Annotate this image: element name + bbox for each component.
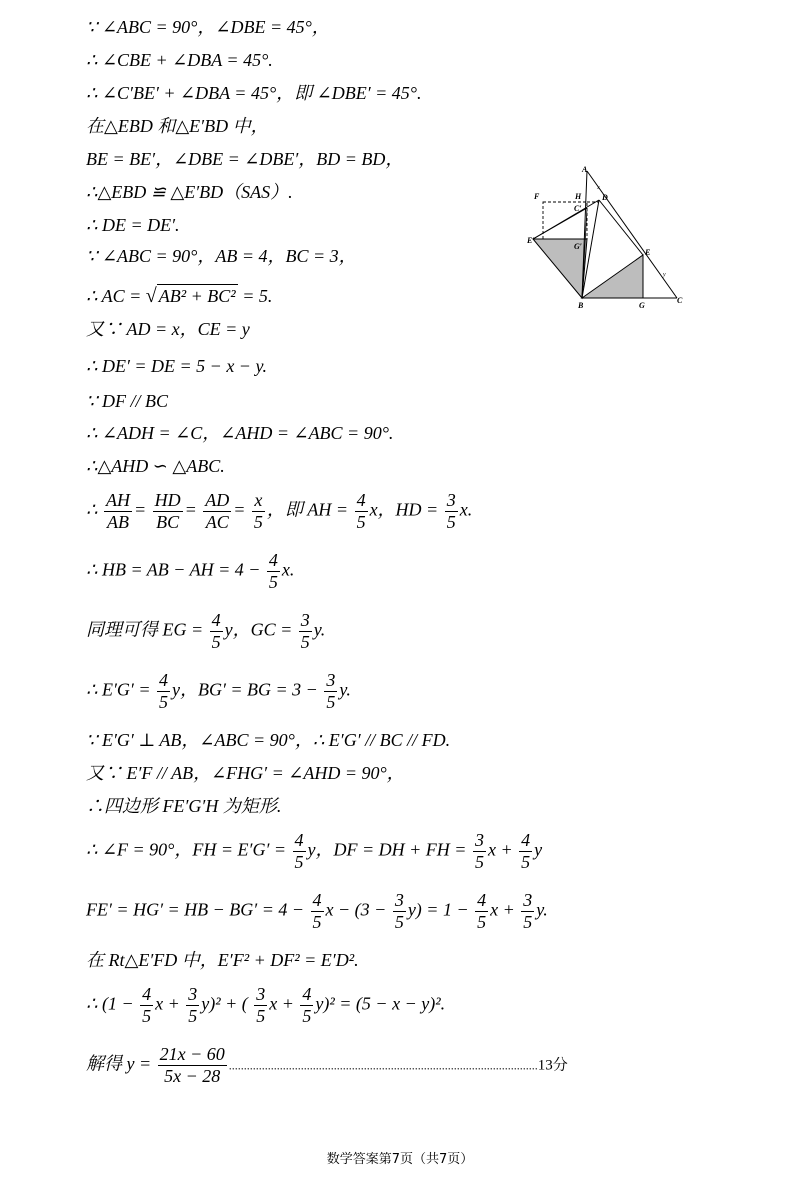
ac-prefix: ∴ AC =: [86, 286, 146, 306]
frac-ad-ac: $\frac{AD}{AC}$: [205, 490, 230, 532]
frac-eq1: $\frac{4}{5}$: [142, 984, 152, 1026]
label-ep: E′: [527, 236, 535, 245]
egp-line: ∴ E′G′ = $\frac{4}{5}$ y，BG′ = BG = 3 − $\frac{3}{5}$ y.: [86, 670, 351, 712]
proof-line-11: ∴ DE′ = DE = 5 − x − y.: [86, 356, 267, 376]
label-h: H: [575, 192, 582, 201]
frac-x-5: $\frac{x}{5}$: [253, 490, 263, 532]
frac-ah-ab: $\frac{AH}{AB}$: [105, 490, 130, 532]
segment-dep: [533, 200, 599, 239]
proof-line-14: ∴△AHD ∽ △ABC.: [86, 456, 225, 476]
frac-egp: $\frac{4}{5}$: [158, 670, 168, 712]
frac-fe3: $\frac{4}{5}$: [477, 890, 487, 932]
proof-line-12: ∵ DF // BC: [86, 391, 168, 411]
label-b: B: [578, 301, 584, 310]
frac-gc: $\frac{3}{5}$: [300, 610, 310, 652]
proof-line-3: ∴ ∠C′BE′ + ∠DBA = 45°，即 ∠DBE′ = 45°.: [86, 83, 422, 103]
frac-ah: $\frac{4}{5}$: [356, 490, 366, 532]
geometry-figure: [527, 163, 697, 311]
par-line: 又∵ E′F // AB，∠FHG′ = ∠AHD = 90°，: [86, 763, 405, 783]
frac-fh: $\frac{4}{5}$: [294, 830, 304, 872]
perp-line: ∵ E′G′ ⊥ AB，∠ABC = 90°，∴ E′G′ // BC // FD.: [86, 730, 451, 750]
ac-line: ∴ AC = √ AB² + BC² = 5.: [86, 285, 273, 307]
label-f: F: [534, 192, 540, 201]
label-c: C: [677, 296, 683, 305]
triangle-beg-shaded: [582, 255, 643, 298]
label-cp: C′: [574, 204, 582, 213]
frac-fe2: $\frac{3}{5}$: [394, 890, 404, 932]
hb-line: ∴ HB = AB − AH = 4 − $\frac{4}{5}$ x.: [86, 550, 295, 592]
rt-line: 在 Rt△E′FD 中，E′F² + DF² = E′D².: [86, 950, 359, 970]
solution-line: 解得 y = $\frac{21x - 60}{5x - 28}$ .......................................................................................................13分: [86, 1044, 568, 1086]
frac-hb: $\frac{4}{5}$: [268, 550, 278, 592]
frac-eq2: $\frac{3}{5}$: [188, 984, 198, 1026]
proof-line-2: ∴ ∠CBE + ∠DBA = 45°.: [86, 50, 273, 70]
label-a: A: [582, 165, 588, 174]
ratio-line: ∴ $\frac{AH}{AB}$ = $\frac{HD}{BC}$ = $\frac{AD}{AC}$ = $\frac{x}{5}$ ，即 AH = $\frac{4}{5}$ x，HD = $\frac{3}{5}$ x.: [86, 490, 473, 532]
proof-line-5: BE = BE′，∠DBE = ∠DBE′，BD = BD，: [86, 149, 404, 169]
fh-line: ∴ ∠F = 90°，FH = E′G′ = $\frac{4}{5}$ y，DF = DH + FH = $\frac{3}{5}$ x + $\frac{4}{5}$ y: [86, 830, 543, 872]
eq-line: ∴ (1 − $\frac{4}{5}$ x + $\frac{3}{5}$ y)² + ( $\frac{3}{5}$ x + $\frac{4}{5}$ y)² = (5 − x − y)².: [86, 984, 446, 1026]
proof-line-8: ∵ ∠ABC = 90°，AB = 4，BC = 3，: [86, 246, 357, 266]
ac-tail: = 5.: [237, 286, 273, 306]
proof-line-10: 又∵ AD = x，CE = y: [86, 319, 250, 339]
label-gp: G′: [574, 242, 583, 251]
label-y: y: [663, 272, 666, 278]
frac-hd: $\frac{3}{5}$: [446, 490, 456, 532]
score: 13分: [537, 1057, 568, 1074]
label-x: x: [597, 185, 600, 191]
label-g: G: [639, 301, 645, 310]
proof-line-7: ∴ DE = DE′.: [86, 215, 180, 235]
ac-radicand: AB² + BC²: [158, 286, 236, 306]
proof-line-4: 在△EBD 和△E′BD 中，: [86, 116, 269, 136]
proof-line-13: ∴ ∠ADH = ∠C，∠AHD = ∠ABC = 90°.: [86, 423, 394, 443]
segment-de: [599, 200, 643, 255]
label-d: D: [602, 193, 608, 202]
frac-fh2: $\frac{4}{5}$: [521, 830, 531, 872]
frac-fe1: $\frac{4}{5}$: [312, 890, 322, 932]
frac-hd-bc: $\frac{HD}{BC}$: [154, 490, 181, 532]
frac-eq3: $\frac{3}{5}$: [256, 984, 266, 1026]
proof-line-1: ∵ ∠ABC = 90°，∠DBE = 45°，: [86, 17, 330, 37]
proof-line-6: ∴△EBD ≌ △E′BD（SAS）.: [86, 182, 293, 202]
frac-eq4: $\frac{4}{5}$: [302, 984, 312, 1026]
frac-solution: $\frac{21x - 60}{5x - 28}$: [159, 1044, 225, 1086]
frac-dh: $\frac{3}{5}$: [474, 830, 484, 872]
eg-line: 同理可得 EG = $\frac{4}{5}$ y，GC = $\frac{3}{5}$ y.: [86, 610, 326, 652]
frac-bgp: $\frac{3}{5}$: [326, 670, 336, 712]
fe-line: FE′ = HG′ = HB − BG′ = 4 − $\frac{4}{5}$ x − (3 − $\frac{3}{5}$ y) = 1 − $\frac{4}{5}$ x + $\frac{3}{5}$ y.: [86, 890, 548, 932]
rect-line: ∴四边形 FE′G′H 为矩形.: [86, 796, 282, 816]
leader-dots: .......................................................................................................: [228, 1058, 538, 1073]
frac-eg: $\frac{4}{5}$: [211, 610, 221, 652]
page-footer: 数学答案第7页（共7页）: [326, 1152, 474, 1167]
frac-fe4: $\frac{3}{5}$: [523, 890, 533, 932]
label-e: E: [645, 248, 651, 257]
